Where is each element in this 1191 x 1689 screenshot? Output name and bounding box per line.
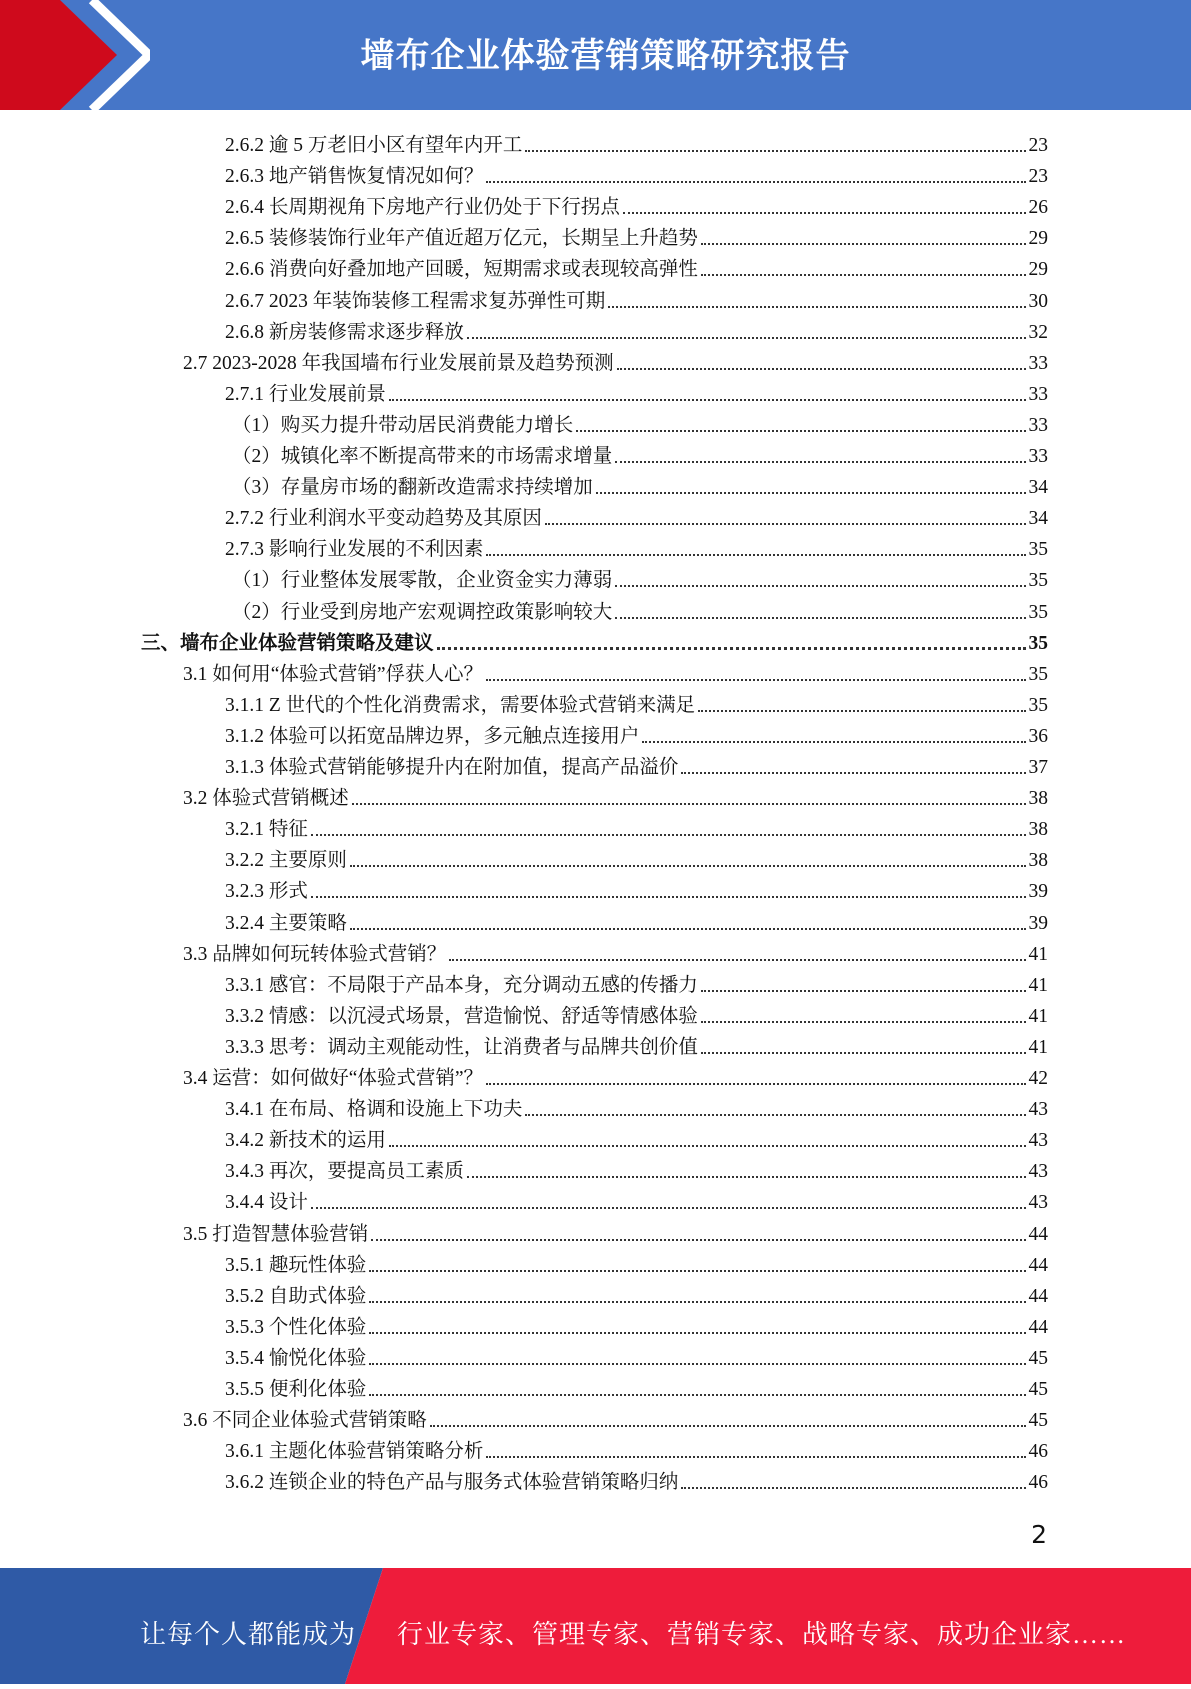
toc-entry[interactable] — [232, 562, 1048, 593]
toc-entry[interactable] — [225, 251, 1048, 282]
toc-entry[interactable] — [225, 1029, 1048, 1060]
toc-entry-page: 38 — [1028, 819, 1048, 841]
toc-entry-title: 2.7 2023-2028 年我国墙布行业发展前景及趋势预测 — [183, 352, 614, 374]
toc-entry[interactable] — [225, 811, 1048, 842]
toc-dot-leader — [545, 523, 1026, 525]
toc-entry[interactable] — [225, 1247, 1048, 1278]
toc-entry[interactable] — [183, 780, 1048, 811]
toc-entry[interactable] — [225, 127, 1048, 158]
toc-entry-page: 35 — [1028, 539, 1048, 561]
toc-entry-page: 33 — [1028, 446, 1048, 467]
toc-dot-leader — [642, 741, 1025, 743]
toc-entry-title: （1）行业整体发展零散，企业资金实力薄弱 — [232, 570, 613, 592]
toc-entry-page: 41 — [1028, 974, 1048, 996]
toc-entry-title: 2.6.5 装修装饰行业年产值近超万亿元，长期呈上升趋势 — [225, 228, 698, 250]
toc-entry-page: 46 — [1028, 1472, 1048, 1494]
toc-entry-title: 2.7.3 影响行业发展的不利因素 — [225, 539, 484, 561]
toc-entry-page: 41 — [1028, 1005, 1048, 1027]
toc-dot-leader — [525, 150, 1025, 152]
toc-entry-page: 44 — [1028, 1285, 1048, 1307]
toc-entry-title: 2.6.8 新房装修需求逐步释放 — [225, 321, 464, 343]
toc-entry-page: 43 — [1028, 1192, 1048, 1214]
toc-entry-page: 41 — [1028, 1036, 1048, 1058]
toc-entry-title: 3.6 不同企业体验式营销策略 — [183, 1410, 427, 1432]
toc-entry[interactable] — [183, 936, 1048, 967]
toc-entry-title: 3.5.4 愉悦化体验 — [225, 1347, 367, 1369]
toc-entry-title: 3.4.2 新技术的运用 — [225, 1130, 386, 1152]
toc-entry-page: 42 — [1028, 1068, 1048, 1089]
toc-entry[interactable] — [232, 594, 1048, 625]
toc-entry[interactable] — [183, 656, 1048, 687]
toc-entry-title: 2.6.6 消费向好叠加地产回暖，短期需求或表现较高弹性 — [225, 259, 698, 281]
toc-entry-page: 29 — [1028, 228, 1048, 250]
toc-dot-leader — [486, 1083, 1025, 1085]
toc-entry-page: 45 — [1028, 1379, 1048, 1400]
toc-dot-leader — [486, 181, 1025, 183]
toc-entry[interactable] — [225, 1184, 1048, 1215]
toc-entry-page: 44 — [1028, 1316, 1048, 1338]
toc-entry-page: 35 — [1028, 570, 1048, 592]
page-header — [0, 0, 1191, 110]
toc-dot-leader — [449, 959, 1025, 961]
toc-entry-title: 2.7.2 行业利润水平变动趋势及其原因 — [225, 508, 542, 530]
toc-dot-leader — [701, 1052, 1026, 1054]
toc-entry[interactable] — [225, 531, 1048, 562]
toc-dot-leader — [608, 306, 1025, 308]
toc-dot-leader — [615, 617, 1025, 619]
toc-entry-title: 3.3.3 思考：调动主观能动性，让消费者与品牌共创价值 — [225, 1036, 698, 1058]
toc-dot-leader — [701, 243, 1026, 245]
toc-entry-title: 3.4.3 再次，要提高员工素质 — [225, 1161, 464, 1183]
toc-entry-title: 三、墙布企业体验营销策略及建议 — [141, 632, 434, 654]
toc-entry-title: 3.3 品牌如何玩转体验式营销？ — [183, 943, 447, 965]
toc-dot-leader — [311, 896, 1026, 898]
toc-entry-page: 30 — [1028, 290, 1048, 312]
toc-entry-page: 46 — [1028, 1441, 1048, 1463]
footer-slogan-right: 行业专家、管理专家、营销专家、战略专家、成功企业家…… — [397, 1620, 1127, 1649]
toc-entry-title: （1）购买力提升带动居民消费能力增长 — [232, 414, 574, 436]
toc-entry-page: 39 — [1028, 881, 1048, 903]
toc-dot-leader — [467, 337, 1026, 339]
toc-entry[interactable] — [225, 842, 1048, 873]
toc-entry-title: 3.6.2 连锁企业的特色产品与服务式体验营销策略归纳 — [225, 1472, 679, 1494]
toc-entry-title: 3.4.4 设计 — [225, 1192, 308, 1214]
toc-dot-leader — [701, 274, 1026, 276]
toc-entry[interactable] — [183, 1402, 1048, 1433]
toc-entry[interactable] — [225, 687, 1048, 718]
toc-entry-page: 41 — [1028, 943, 1048, 965]
toc-entry[interactable] — [225, 967, 1048, 998]
toc-entry[interactable] — [183, 1060, 1048, 1091]
toc-entry-title: 3.5.1 趣玩性体验 — [225, 1254, 367, 1276]
toc-dot-leader — [698, 710, 1025, 712]
toc-dot-leader — [681, 1487, 1025, 1489]
toc-dot-leader — [389, 1145, 1026, 1147]
toc-entry[interactable] — [232, 438, 1048, 469]
toc-entry[interactable] — [225, 314, 1048, 345]
toc-dot-leader — [369, 1363, 1025, 1365]
toc-dot-leader — [525, 1114, 1025, 1116]
toc-dot-leader — [437, 647, 1026, 650]
toc-dot-leader — [369, 1301, 1025, 1303]
toc-dot-leader — [701, 1021, 1026, 1023]
toc-entry-title: 3.5.5 便利化体验 — [225, 1379, 367, 1400]
toc-dot-leader — [681, 772, 1025, 774]
toc-entry-page: 35 — [1028, 632, 1048, 654]
toc-entry-page: 43 — [1028, 1099, 1048, 1121]
toc-entry[interactable] — [232, 407, 1048, 438]
toc-dot-leader — [576, 430, 1025, 432]
toc-entry[interactable] — [225, 158, 1048, 189]
toc-entry-title: 3.5.3 个性化体验 — [225, 1316, 367, 1338]
toc-entry-page: 33 — [1028, 383, 1048, 405]
toc-entry-title: 3.1 如何用“体验式营销”俘获人心？ — [183, 663, 484, 685]
toc-entry-title: 3.3.1 感官：不局限于产品本身，充分调动五感的传播力 — [225, 974, 698, 996]
toc-entry-page: 38 — [1028, 788, 1048, 810]
toc-entry-page: 45 — [1028, 1347, 1048, 1369]
toc-entry-page: 35 — [1028, 601, 1048, 623]
toc-entry-title: 3.4 运营：如何做好“体验式营销”？ — [183, 1068, 484, 1089]
toc-entry-title: 2.6.2 逾 5 万老旧小区有望年内开工 — [225, 135, 523, 156]
toc-dot-leader — [371, 1239, 1025, 1241]
toc-entry[interactable] — [225, 1309, 1048, 1340]
toc-dot-leader — [350, 865, 1026, 867]
toc-entry-page: 33 — [1028, 352, 1048, 374]
toc-entry[interactable] — [183, 345, 1048, 376]
toc-dot-leader — [486, 554, 1025, 556]
footer-slogan-left: 让每个人都能成为 — [140, 1620, 357, 1649]
toc-entry-page: 23 — [1028, 166, 1048, 188]
toc-entry-page: 45 — [1028, 1410, 1048, 1432]
toc-dot-leader — [311, 1207, 1026, 1209]
toc-entry-page: 29 — [1028, 259, 1048, 281]
toc-entry-page: 33 — [1028, 414, 1048, 436]
toc-entry[interactable] — [225, 1340, 1048, 1371]
header-title: 墙布企业体验营销策略研究报告 — [360, 36, 851, 76]
toc-entry-title: 3.1.2 体验可以拓宽品牌边界，多元触点连接用户 — [225, 725, 640, 747]
toc-entry[interactable] — [225, 1464, 1048, 1495]
toc-entry-page: 43 — [1028, 1130, 1048, 1152]
toc-entry-title: 3.3.2 情感：以沉浸式场景，营造愉悦、舒适等情感体验 — [225, 1005, 698, 1027]
toc-dot-leader — [369, 1270, 1025, 1272]
toc-entry[interactable] — [225, 1122, 1048, 1153]
toc-entry[interactable] — [225, 1153, 1048, 1184]
toc-entry[interactable] — [225, 998, 1048, 1029]
toc-entry-title: 3.5 打造智慧体验营销 — [183, 1223, 369, 1245]
toc-dot-leader — [467, 1176, 1026, 1178]
toc-entry-title: 2.6.3 地产销售恢复情况如何？ — [225, 166, 484, 188]
toc-entry[interactable] — [225, 1091, 1048, 1122]
page-number: 2 — [1031, 1520, 1047, 1549]
toc-dot-leader — [617, 368, 1026, 370]
toc-dot-leader — [615, 585, 1025, 587]
toc-dot-leader — [350, 928, 1026, 930]
toc-entry[interactable] — [225, 283, 1048, 314]
toc-entry-title: 3.2.3 形式 — [225, 881, 308, 903]
toc-entry-title: 3.2 体验式营销概述 — [183, 788, 349, 810]
toc-entry[interactable] — [225, 718, 1048, 749]
toc-dot-leader — [430, 1425, 1026, 1427]
toc-entry-page: 34 — [1028, 477, 1048, 499]
toc-dot-leader — [701, 990, 1026, 992]
toc-dot-leader — [486, 1456, 1025, 1458]
toc-entry-page: 44 — [1028, 1223, 1048, 1245]
toc-entry-page: 26 — [1028, 197, 1048, 219]
toc-entry-page: 44 — [1028, 1254, 1048, 1276]
toc-dot-leader — [615, 461, 1025, 463]
toc-entry[interactable] — [225, 220, 1048, 251]
toc-entry-title: 2.7.1 行业发展前景 — [225, 383, 386, 405]
toc-entry[interactable] — [141, 625, 1048, 656]
toc-dot-leader — [596, 492, 1026, 494]
toc-entry-page: 36 — [1028, 725, 1048, 747]
toc-entry[interactable] — [232, 469, 1048, 500]
toc-entry[interactable] — [225, 189, 1048, 220]
toc-entry-title: （3）存量房市场的翻新改造需求持续增加 — [232, 477, 593, 499]
toc-entry-title: 3.1.3 体验式营销能够提升内在附加值，提高产品溢价 — [225, 757, 679, 778]
toc-entry-page: 35 — [1028, 694, 1048, 716]
toc-entry[interactable] — [225, 1433, 1048, 1464]
toc-entry-page: 23 — [1028, 135, 1048, 156]
toc-dot-leader — [352, 803, 1026, 805]
toc-entry-title: 3.2.4 主要策略 — [225, 912, 347, 934]
toc-entry-title: 3.5.2 自助式体验 — [225, 1285, 367, 1307]
toc-entry[interactable] — [225, 376, 1048, 407]
toc-entry-page: 38 — [1028, 850, 1048, 872]
toc-dot-leader — [369, 1394, 1025, 1396]
toc-entry-title: 2.6.7 2023 年装饰装修工程需求复苏弹性可期 — [225, 290, 606, 312]
toc-entry[interactable] — [225, 905, 1048, 936]
toc-entry-title: 3.1.1 Z 世代的个性化消费需求，需要体验式营销来满足 — [225, 694, 696, 716]
toc-entry-title: （2）城镇化率不断提高带来的市场需求增量 — [232, 446, 613, 467]
toc-dot-leader — [486, 679, 1025, 681]
toc-entry-page: 37 — [1028, 757, 1048, 778]
toc-entry-title: 3.4.1 在布局、格调和设施上下功夫 — [225, 1099, 523, 1121]
toc-dot-leader — [623, 212, 1026, 214]
toc-entry[interactable] — [225, 873, 1048, 904]
toc-entry-page: 35 — [1028, 663, 1048, 685]
toc-entry-page: 43 — [1028, 1161, 1048, 1183]
toc-entry-title: 3.6.1 主题化体验营销策略分析 — [225, 1441, 484, 1463]
toc-entry-page: 34 — [1028, 508, 1048, 530]
toc-dot-leader — [311, 834, 1026, 836]
toc-entry-title: 3.2.1 特征 — [225, 819, 308, 841]
toc-entry-title: （2）行业受到房地产宏观调控政策影响较大 — [232, 601, 613, 623]
toc-dot-leader — [389, 399, 1026, 401]
toc-entry[interactable] — [225, 749, 1048, 780]
toc-entry-page: 39 — [1028, 912, 1048, 934]
toc-entry-title: 3.2.2 主要原则 — [225, 850, 347, 872]
toc-dot-leader — [369, 1332, 1025, 1334]
toc-entry[interactable] — [183, 1216, 1048, 1247]
toc-entry-page: 32 — [1028, 321, 1048, 343]
toc-entry-title: 2.6.4 长周期视角下房地产行业仍处于下行拐点 — [225, 197, 620, 219]
toc-entry[interactable] — [225, 1371, 1048, 1402]
toc-entry[interactable] — [225, 500, 1048, 531]
toc-entry[interactable] — [225, 1278, 1048, 1309]
